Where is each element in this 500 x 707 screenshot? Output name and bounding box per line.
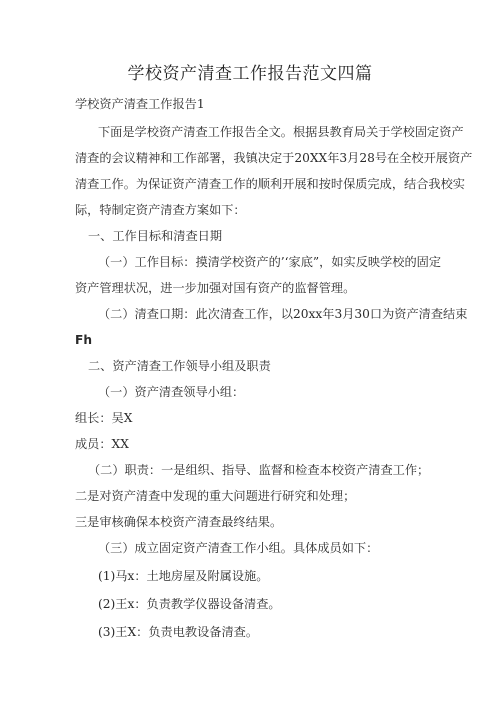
paragraph-line: 二是对资产清查中发现的重大问题进行研究和处理； (75, 489, 356, 503)
paragraph-line: 清查工作。为保证资产清查工作的顺利开展和按时保质完成，结合我校实 (75, 177, 465, 191)
document-title: 学校资产清查工作报告范文四篇 (127, 64, 373, 84)
paragraph-line: （一）资产清查领导小组： (98, 385, 245, 399)
paragraph-line: 际，特制定资产清查方案如下： (75, 203, 246, 217)
paragraph-line: 资产管理状况，进一步加强对国有资产的监督管理。 (75, 281, 356, 295)
paragraph-line: （三）成立固定资产清查工作小组。具体成员如下： (98, 541, 379, 555)
heading-line: 一、工作目标和清查日期 (88, 229, 223, 243)
paragraph-line: 组长：吴X (75, 411, 133, 425)
paragraph-line: （二）清查口期：此次清查工作，以20xx年3月30口为资产清查结束 (98, 307, 468, 321)
list-item: (3)王X：负责电教设备清查。 (98, 625, 259, 639)
paragraph-line: 成员：XX (75, 437, 129, 451)
paragraph-line: Fh (75, 333, 93, 347)
list-item: (2)王x：负责教学仪器设备清查。 (98, 597, 281, 611)
paragraph-line: （二）职责：一是组织、指导、监督和检查本校资产清查工作； (88, 463, 430, 477)
heading-line: 二、资产清查工作领导小组及职责 (88, 359, 271, 373)
paragraph-line: 清查的会议精神和工作部署，我镇决定于20XX年3月28号在全校开展资产 (75, 151, 473, 165)
paragraph-line: 下面是学校资产清查工作报告全文。根据县教育局关于学校固定资产 (98, 125, 464, 139)
paragraph-line: 三是审核确保本校资产清查最终结果。 (75, 515, 283, 529)
paragraph-line: （一）工作目标：摸清学校资产的’‘家底”，如实反映学校的固定 (98, 255, 442, 269)
section-heading: 学校资产清查工作报告1 (75, 97, 205, 111)
list-item: (1)马x：土地房屋及附属设施。 (98, 569, 269, 583)
